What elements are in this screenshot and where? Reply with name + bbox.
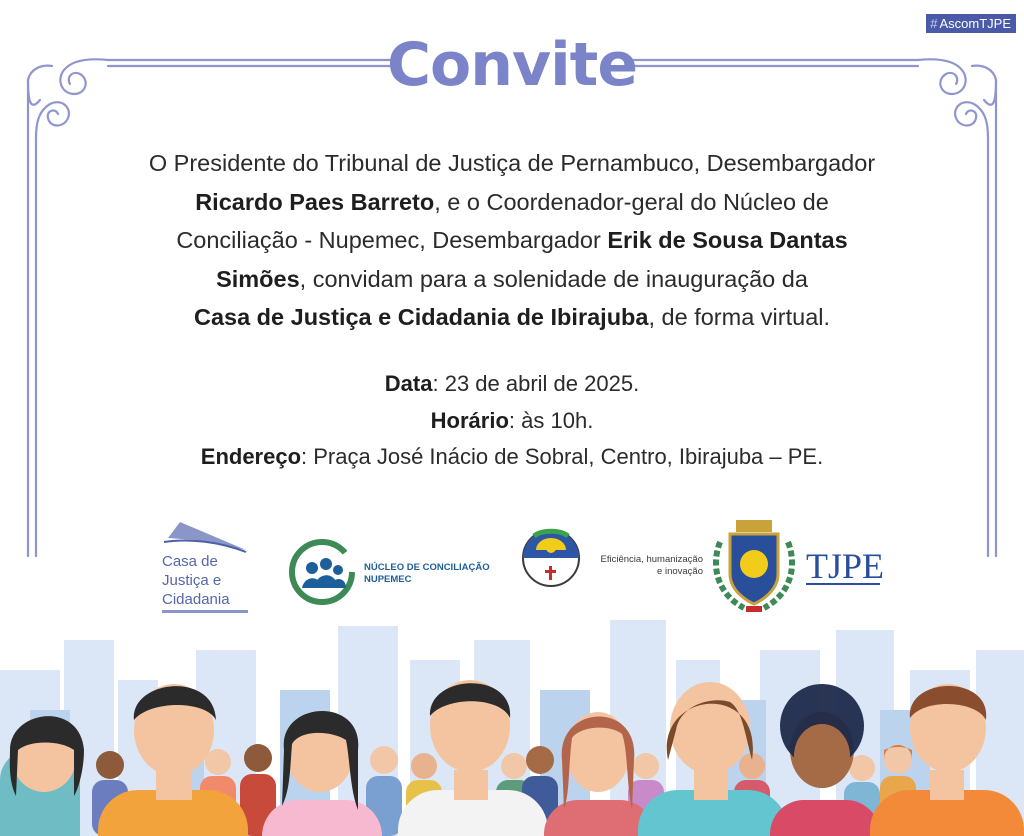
time-label: Horário [430, 407, 509, 433]
casa-line-3: Cidadania [162, 591, 230, 608]
casa-line-1: Casa de [162, 553, 218, 570]
address-line [80, 439, 944, 476]
invitation-name-1: Ricardo Paes Barreto [195, 188, 435, 215]
nupemec-line-2: NUPEMEC [364, 574, 412, 585]
casa-line-2: Justiça e [162, 572, 222, 589]
slogan-line-1: Eficiência, humanização [600, 554, 703, 565]
hashtag-text: AscomTJPE [939, 16, 1011, 31]
invitation-part-1: O Presidente do Tribunal de Justiça de Pernambuco, Desembargador [148, 150, 876, 176]
invitation-part-5: , de forma virtual. [648, 304, 831, 330]
date-line [80, 366, 944, 403]
address-value: : Praça José Inácio de Sobral, Centro, Ibirajuba – PE. [301, 444, 824, 469]
event-details [80, 366, 944, 476]
address-label: Endereço [200, 444, 302, 469]
invitation-venue: Casa de Justiça e Cidadania de Ibirajuba [193, 304, 649, 330]
crowd-illustration [0, 600, 1024, 836]
tjpe-logo-text: TJPE [806, 546, 885, 586]
slogan-line-2: e inovação [657, 566, 703, 577]
nupemec-line-1: NÚCLEO DE CONCILIAÇÃO [364, 562, 490, 573]
date-value: : 23 de abril de 2025. [432, 371, 640, 396]
date-label: Data [384, 371, 433, 396]
invitation-part-2: , e o Coordenador-geral do Núcleo de [434, 188, 829, 215]
nupemec-logo [292, 542, 490, 602]
invitation-part-4: , convidam para a solenidade de inauguração da [299, 265, 808, 292]
invitation-text [80, 144, 944, 337]
coat-of-arms-icon [716, 520, 792, 612]
time-line [80, 403, 944, 440]
invitation-name-2a: Erik de Sousa Dantas [607, 227, 848, 253]
time-value: : às 10h. [508, 407, 594, 433]
pernambuco-flag-icon [523, 530, 579, 586]
invitation-part-3: Conciliação - Nupemec, Desembargador [176, 227, 608, 253]
invitation-name-2b: Simões [216, 265, 300, 292]
hashtag-symbol: # [930, 16, 938, 31]
page-title: Convite [386, 30, 638, 100]
